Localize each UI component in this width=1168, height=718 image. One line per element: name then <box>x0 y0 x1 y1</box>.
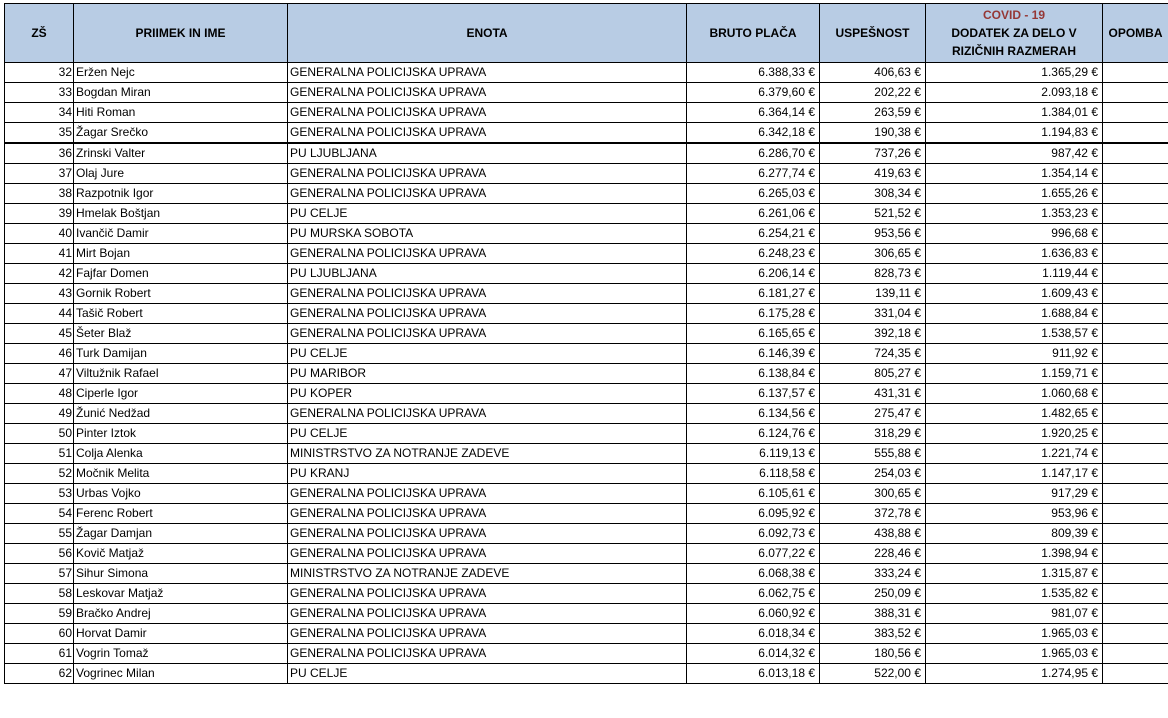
cell-unit: GENERALNA POLICIJSKA UPRAVA <box>288 404 687 424</box>
table-row <box>5 544 1168 564</box>
cell-covid: 1.398,94 € <box>926 544 1103 564</box>
cell-unit: PU MARIBOR <box>288 364 687 384</box>
cell-zs: 61 <box>5 644 74 664</box>
cell-zs: 42 <box>5 264 74 284</box>
cell-performance: 419,63 € <box>820 164 926 184</box>
cell-note <box>1103 604 1168 624</box>
cell-zs: 46 <box>5 344 74 364</box>
cell-unit: MINISTRSTVO ZA NOTRANJE ZADEVE <box>288 444 687 464</box>
table-row <box>5 584 1168 604</box>
table-row <box>5 143 1168 164</box>
cell-gross: 6.137,57 € <box>687 384 820 404</box>
cell-gross: 6.261,06 € <box>687 204 820 224</box>
cell-name: Bogdan Miran <box>74 83 288 103</box>
cell-unit: PU KRANJ <box>288 464 687 484</box>
cell-performance: 318,29 € <box>820 424 926 444</box>
cell-note <box>1103 384 1168 404</box>
cell-gross: 6.181,27 € <box>687 284 820 304</box>
cell-performance: 431,31 € <box>820 384 926 404</box>
cell-covid: 1.159,71 € <box>926 364 1103 384</box>
cell-note <box>1103 584 1168 604</box>
cell-zs: 56 <box>5 544 74 564</box>
cell-gross: 6.013,18 € <box>687 664 820 684</box>
cell-name: Mirt Bojan <box>74 244 288 264</box>
cell-performance: 521,52 € <box>820 204 926 224</box>
header-row <box>5 4 1168 63</box>
cell-name: Tašič Robert <box>74 304 288 324</box>
cell-gross: 6.134,56 € <box>687 404 820 424</box>
cell-covid: 953,96 € <box>926 504 1103 524</box>
cell-name: Razpotnik Igor <box>74 184 288 204</box>
table-row <box>5 304 1168 324</box>
cell-zs: 53 <box>5 484 74 504</box>
cell-name: Žagar Srečko <box>74 123 288 144</box>
cell-covid: 987,42 € <box>926 143 1103 164</box>
header-performance: USPEŠNOST <box>820 4 926 63</box>
cell-gross: 6.068,38 € <box>687 564 820 584</box>
table-row <box>5 444 1168 464</box>
header-unit: ENOTA <box>288 4 687 63</box>
cell-covid: 1.535,82 € <box>926 584 1103 604</box>
header-gross: BRUTO PLAČA <box>687 4 820 63</box>
cell-performance: 228,46 € <box>820 544 926 564</box>
cell-unit: GENERALNA POLICIJSKA UPRAVA <box>288 304 687 324</box>
cell-name: Turk Damijan <box>74 344 288 364</box>
cell-note <box>1103 123 1168 144</box>
table-row <box>5 264 1168 284</box>
cell-zs: 52 <box>5 464 74 484</box>
cell-unit: GENERALNA POLICIJSKA UPRAVA <box>288 324 687 344</box>
cell-performance: 202,22 € <box>820 83 926 103</box>
table-row <box>5 484 1168 504</box>
cell-performance: 805,27 € <box>820 364 926 384</box>
cell-gross: 6.146,39 € <box>687 344 820 364</box>
cell-covid: 1.965,03 € <box>926 624 1103 644</box>
cell-note <box>1103 624 1168 644</box>
cell-unit: PU CELJE <box>288 424 687 444</box>
cell-performance: 383,52 € <box>820 624 926 644</box>
cell-zs: 32 <box>5 63 74 83</box>
table-row <box>5 404 1168 424</box>
cell-unit: PU LJUBLJANA <box>288 264 687 284</box>
cell-zs: 60 <box>5 624 74 644</box>
cell-note <box>1103 264 1168 284</box>
table-body <box>5 63 1168 684</box>
cell-zs: 37 <box>5 164 74 184</box>
cell-zs: 40 <box>5 224 74 244</box>
cell-note <box>1103 164 1168 184</box>
cell-covid: 1.920,25 € <box>926 424 1103 444</box>
cell-name: Colja Alenka <box>74 444 288 464</box>
cell-unit: PU KOPER <box>288 384 687 404</box>
cell-covid: 1.315,87 € <box>926 564 1103 584</box>
cell-covid: 1.353,23 € <box>926 204 1103 224</box>
cell-covid: 1.965,03 € <box>926 644 1103 664</box>
cell-unit: GENERALNA POLICIJSKA UPRAVA <box>288 644 687 664</box>
cell-name: Hmelak Boštjan <box>74 204 288 224</box>
table-row <box>5 664 1168 684</box>
cell-covid: 1.365,29 € <box>926 63 1103 83</box>
cell-performance: 333,24 € <box>820 564 926 584</box>
cell-covid: 1.538,57 € <box>926 324 1103 344</box>
cell-note <box>1103 504 1168 524</box>
cell-name: Vogrin Tomaž <box>74 644 288 664</box>
cell-zs: 44 <box>5 304 74 324</box>
cell-unit: GENERALNA POLICIJSKA UPRAVA <box>288 604 687 624</box>
header-zs: ZŠ <box>5 4 74 63</box>
cell-unit: GENERALNA POLICIJSKA UPRAVA <box>288 164 687 184</box>
cell-performance: 953,56 € <box>820 224 926 244</box>
cell-name: Pinter Iztok <box>74 424 288 444</box>
cell-performance: 306,65 € <box>820 244 926 264</box>
cell-zs: 47 <box>5 364 74 384</box>
cell-note <box>1103 644 1168 664</box>
cell-zs: 59 <box>5 604 74 624</box>
cell-performance: 308,34 € <box>820 184 926 204</box>
cell-zs: 49 <box>5 404 74 424</box>
cell-unit: GENERALNA POLICIJSKA UPRAVA <box>288 504 687 524</box>
cell-covid: 1.060,68 € <box>926 384 1103 404</box>
cell-note <box>1103 184 1168 204</box>
cell-performance: 254,03 € <box>820 464 926 484</box>
table-row <box>5 244 1168 264</box>
cell-unit: GENERALNA POLICIJSKA UPRAVA <box>288 524 687 544</box>
cell-covid: 917,29 € <box>926 484 1103 504</box>
cell-zs: 55 <box>5 524 74 544</box>
table-row <box>5 604 1168 624</box>
cell-gross: 6.254,21 € <box>687 224 820 244</box>
cell-zs: 45 <box>5 324 74 344</box>
cell-covid: 1.609,43 € <box>926 284 1103 304</box>
cell-unit: PU CELJE <box>288 344 687 364</box>
cell-covid: 1.194,83 € <box>926 123 1103 144</box>
cell-gross: 6.379,60 € <box>687 83 820 103</box>
cell-note <box>1103 63 1168 83</box>
cell-name: Eržen Nejc <box>74 63 288 83</box>
table-row <box>5 504 1168 524</box>
cell-note <box>1103 444 1168 464</box>
table-row <box>5 624 1168 644</box>
cell-name: Bračko Andrej <box>74 604 288 624</box>
table-row <box>5 324 1168 344</box>
table-row <box>5 284 1168 304</box>
cell-name: Viltužnik Rafael <box>74 364 288 384</box>
cell-zs: 50 <box>5 424 74 444</box>
cell-note <box>1103 83 1168 103</box>
table-row <box>5 344 1168 364</box>
cell-name: Ciperle Igor <box>74 384 288 404</box>
table-row <box>5 184 1168 204</box>
cell-unit: GENERALNA POLICIJSKA UPRAVA <box>288 544 687 564</box>
cell-gross: 6.062,75 € <box>687 584 820 604</box>
cell-gross: 6.342,18 € <box>687 123 820 144</box>
table-row <box>5 123 1168 144</box>
cell-name: Fajfar Domen <box>74 264 288 284</box>
cell-name: Hiti Roman <box>74 103 288 123</box>
cell-name: Zrinski Valter <box>74 143 288 164</box>
cell-covid: 981,07 € <box>926 604 1103 624</box>
cell-note <box>1103 204 1168 224</box>
cell-zs: 57 <box>5 564 74 584</box>
cell-note <box>1103 544 1168 564</box>
table-row <box>5 224 1168 244</box>
cell-name: Leskovar Matjaž <box>74 584 288 604</box>
cell-covid: 996,68 € <box>926 224 1103 244</box>
cell-note <box>1103 484 1168 504</box>
header-note: OPOMBA <box>1103 4 1168 63</box>
cell-note <box>1103 143 1168 164</box>
cell-unit: PU CELJE <box>288 204 687 224</box>
cell-covid: 809,39 € <box>926 524 1103 544</box>
table-row <box>5 204 1168 224</box>
cell-gross: 6.077,22 € <box>687 544 820 564</box>
table-row <box>5 464 1168 484</box>
cell-unit: MINISTRSTVO ZA NOTRANJE ZADEVE <box>288 564 687 584</box>
table-row <box>5 63 1168 83</box>
cell-note <box>1103 524 1168 544</box>
cell-note <box>1103 364 1168 384</box>
table-row <box>5 384 1168 404</box>
cell-covid: 1.354,14 € <box>926 164 1103 184</box>
cell-performance: 180,56 € <box>820 644 926 664</box>
cell-zs: 41 <box>5 244 74 264</box>
table-row <box>5 524 1168 544</box>
cell-name: Žunić Nedžad <box>74 404 288 424</box>
header-covid-line2: RIZIČNIH RAZMERAH <box>952 44 1076 58</box>
cell-gross: 6.277,74 € <box>687 164 820 184</box>
cell-name: Kovič Matjaž <box>74 544 288 564</box>
cell-name: Gornik Robert <box>74 284 288 304</box>
cell-note <box>1103 324 1168 344</box>
cell-covid: 911,92 € <box>926 344 1103 364</box>
cell-performance: 190,38 € <box>820 123 926 144</box>
cell-name: Urbas Vojko <box>74 484 288 504</box>
cell-performance: 406,63 € <box>820 63 926 83</box>
cell-name: Žagar Damjan <box>74 524 288 544</box>
cell-unit: GENERALNA POLICIJSKA UPRAVA <box>288 103 687 123</box>
cell-covid: 1.655,26 € <box>926 184 1103 204</box>
cell-note <box>1103 424 1168 444</box>
table-row <box>5 564 1168 584</box>
cell-performance: 372,78 € <box>820 504 926 524</box>
table-row <box>5 364 1168 384</box>
cell-covid: 1.147,17 € <box>926 464 1103 484</box>
cell-note <box>1103 304 1168 324</box>
cell-zs: 43 <box>5 284 74 304</box>
cell-covid: 1.384,01 € <box>926 103 1103 123</box>
cell-note <box>1103 344 1168 364</box>
cell-gross: 6.018,34 € <box>687 624 820 644</box>
cell-zs: 51 <box>5 444 74 464</box>
cell-performance: 392,18 € <box>820 324 926 344</box>
cell-gross: 6.124,76 € <box>687 424 820 444</box>
cell-performance: 522,00 € <box>820 664 926 684</box>
cell-gross: 6.138,84 € <box>687 364 820 384</box>
table-row <box>5 164 1168 184</box>
cell-note <box>1103 244 1168 264</box>
table-row <box>5 83 1168 103</box>
cell-gross: 6.095,92 € <box>687 504 820 524</box>
cell-performance: 250,09 € <box>820 584 926 604</box>
cell-gross: 6.014,32 € <box>687 644 820 664</box>
cell-zs: 36 <box>5 143 74 164</box>
cell-name: Šeter Blaž <box>74 324 288 344</box>
cell-performance: 263,59 € <box>820 103 926 123</box>
cell-name: Horvat Damir <box>74 624 288 644</box>
cell-gross: 6.175,28 € <box>687 304 820 324</box>
cell-covid: 1.636,83 € <box>926 244 1103 264</box>
cell-zs: 48 <box>5 384 74 404</box>
cell-covid: 1.688,84 € <box>926 304 1103 324</box>
cell-unit: GENERALNA POLICIJSKA UPRAVA <box>288 83 687 103</box>
cell-gross: 6.105,61 € <box>687 484 820 504</box>
cell-unit: PU LJUBLJANA <box>288 143 687 164</box>
cell-performance: 331,04 € <box>820 304 926 324</box>
cell-gross: 6.248,23 € <box>687 244 820 264</box>
cell-zs: 35 <box>5 123 74 144</box>
cell-unit: GENERALNA POLICIJSKA UPRAVA <box>288 584 687 604</box>
cell-zs: 34 <box>5 103 74 123</box>
header-covid <box>926 4 1103 63</box>
header-covid-title: COVID - 19 <box>982 8 1045 22</box>
cell-name: Vogrinec Milan <box>74 664 288 684</box>
cell-covid: 1.221,74 € <box>926 444 1103 464</box>
cell-unit: GENERALNA POLICIJSKA UPRAVA <box>288 284 687 304</box>
cell-unit: GENERALNA POLICIJSKA UPRAVA <box>288 63 687 83</box>
cell-performance: 555,88 € <box>820 444 926 464</box>
cell-gross: 6.118,58 € <box>687 464 820 484</box>
cell-performance: 300,65 € <box>820 484 926 504</box>
cell-performance: 139,11 € <box>820 284 926 304</box>
cell-gross: 6.092,73 € <box>687 524 820 544</box>
header-name: PRIIMEK IN IME <box>74 4 288 63</box>
cell-zs: 62 <box>5 664 74 684</box>
cell-zs: 39 <box>5 204 74 224</box>
cell-unit: PU MURSKA SOBOTA <box>288 224 687 244</box>
cell-note <box>1103 224 1168 244</box>
cell-name: Ivančič Damir <box>74 224 288 244</box>
cell-note <box>1103 564 1168 584</box>
cell-gross: 6.060,92 € <box>687 604 820 624</box>
cell-unit: GENERALNA POLICIJSKA UPRAVA <box>288 123 687 144</box>
cell-performance: 438,88 € <box>820 524 926 544</box>
cell-note <box>1103 103 1168 123</box>
cell-performance: 388,31 € <box>820 604 926 624</box>
cell-name: Sihur Simona <box>74 564 288 584</box>
cell-covid: 2.093,18 € <box>926 83 1103 103</box>
cell-zs: 38 <box>5 184 74 204</box>
cell-zs: 58 <box>5 584 74 604</box>
table-row <box>5 424 1168 444</box>
cell-zs: 54 <box>5 504 74 524</box>
cell-gross: 6.119,13 € <box>687 444 820 464</box>
cell-covid: 1.274,95 € <box>926 664 1103 684</box>
cell-name: Ferenc Robert <box>74 504 288 524</box>
cell-covid: 1.482,65 € <box>926 404 1103 424</box>
cell-name: Olaj Jure <box>74 164 288 184</box>
cell-unit: GENERALNA POLICIJSKA UPRAVA <box>288 244 687 264</box>
salary-table <box>4 3 1168 684</box>
cell-gross: 6.265,03 € <box>687 184 820 204</box>
cell-unit: GENERALNA POLICIJSKA UPRAVA <box>288 484 687 504</box>
cell-note <box>1103 464 1168 484</box>
table-row <box>5 644 1168 664</box>
cell-gross: 6.165,65 € <box>687 324 820 344</box>
cell-name: Močnik Melita <box>74 464 288 484</box>
cell-performance: 828,73 € <box>820 264 926 284</box>
header-covid-line1: DODATEK ZA DELO V <box>951 26 1077 40</box>
cell-performance: 275,47 € <box>820 404 926 424</box>
cell-note <box>1103 664 1168 684</box>
cell-performance: 737,26 € <box>820 143 926 164</box>
cell-unit: PU CELJE <box>288 664 687 684</box>
cell-gross: 6.206,14 € <box>687 264 820 284</box>
cell-zs: 33 <box>5 83 74 103</box>
cell-note <box>1103 284 1168 304</box>
cell-performance: 724,35 € <box>820 344 926 364</box>
cell-gross: 6.364,14 € <box>687 103 820 123</box>
cell-unit: GENERALNA POLICIJSKA UPRAVA <box>288 624 687 644</box>
table-row <box>5 103 1168 123</box>
cell-gross: 6.388,33 € <box>687 63 820 83</box>
cell-gross: 6.286,70 € <box>687 143 820 164</box>
cell-covid: 1.119,44 € <box>926 264 1103 284</box>
cell-unit: GENERALNA POLICIJSKA UPRAVA <box>288 184 687 204</box>
cell-note <box>1103 404 1168 424</box>
